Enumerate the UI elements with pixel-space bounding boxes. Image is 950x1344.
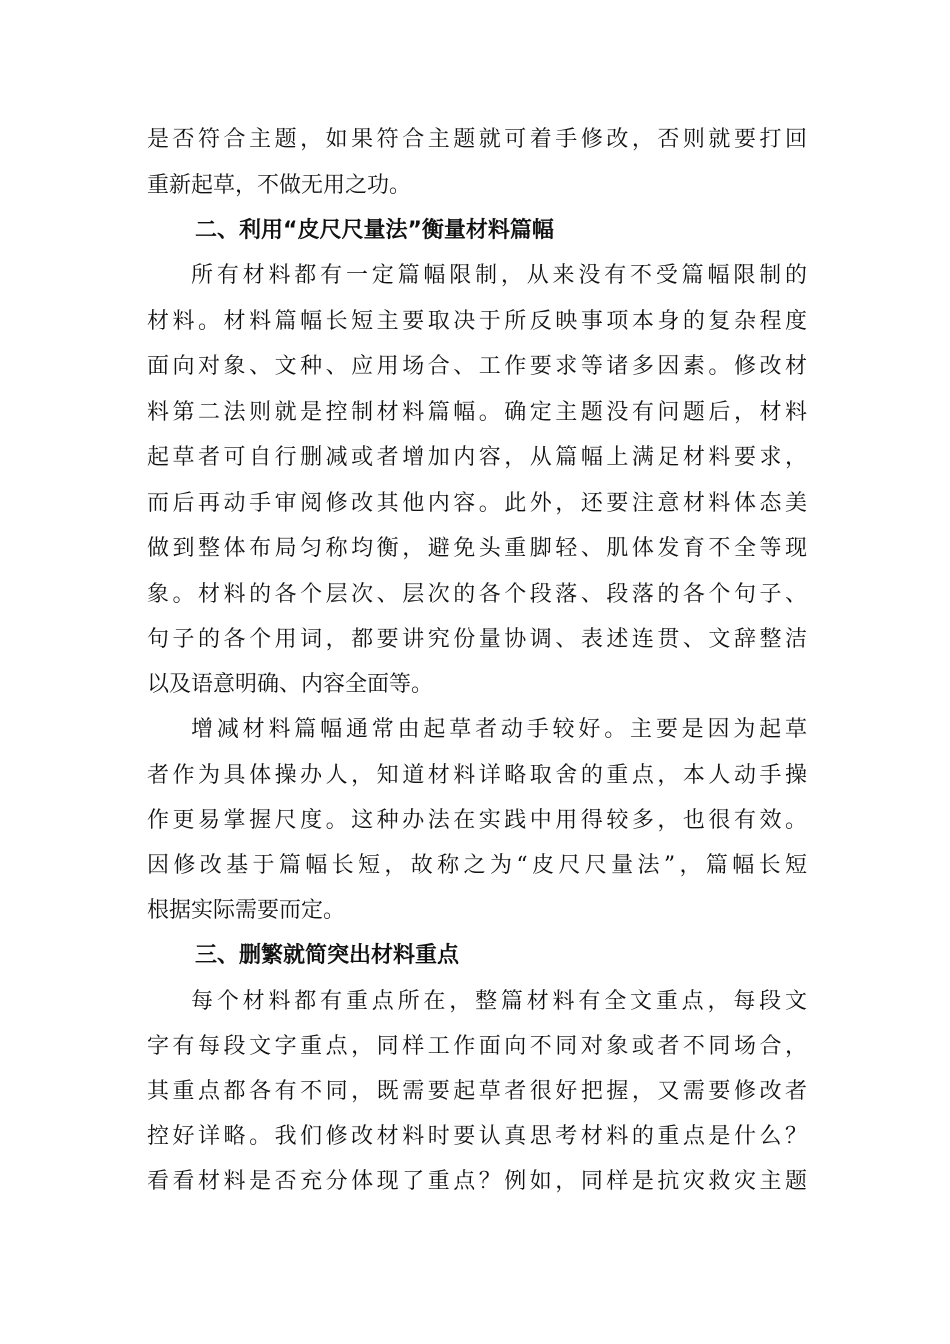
text-line: 作更易掌握尺度。这种办法在实践中用得较多，也很有效。 [147, 808, 807, 833]
text-line: 看看材料是否充分体现了重点？例如，同样是抗灾救灾主题 [147, 1169, 807, 1194]
text-line: 增减材料篇幅通常由起草者动手较好。主要是因为起草 [191, 717, 807, 742]
text-line: 句子的各个用词，都要讲究份量协调、表述连贯、文辞整洁 [147, 627, 807, 652]
text-line: 料第二法则就是控制材料篇幅。确定主题没有问题后，材料 [147, 400, 807, 425]
text-line: 材料。材料篇幅长短主要取决于所反映事项本身的复杂程度 [147, 309, 807, 334]
text-line: 者作为具体操办人，知道材料详略取舍的重点，本人动手操 [147, 763, 807, 788]
text-line: 起草者可自行删减或者增加内容，从篇幅上满足材料要求， [147, 445, 807, 470]
text-line: 根据实际需要而定。 [147, 898, 346, 923]
text-line: 以及语意明确、内容全面等。 [147, 672, 434, 697]
text-line: 因修改基于篇幅长短，故称之为“皮尺尺量法”，篇幅长短 [147, 853, 807, 878]
text-line: 象。材料的各个层次、层次的各个段落、段落的各个句子、 [147, 582, 807, 607]
text-line: 做到整体布局匀称均衡，避免头重脚轻、肌体发育不全等现 [147, 536, 807, 561]
section-heading: 三、删繁就简突出材料重点 [195, 943, 460, 968]
text-line: 所有材料都有一定篇幅限制，从来没有不受篇幅限制的 [191, 263, 807, 288]
text-line: 重新起草，不做无用之功。 [147, 173, 412, 198]
section-heading: 二、利用“皮尺尺量法”衡量材料篇幅 [195, 218, 554, 243]
text-line: 面向对象、文种、应用场合、工作要求等诸多因素。修改材 [147, 354, 807, 379]
text-line: 字有每段文字重点，同样工作面向不同对象或者不同场合， [147, 1034, 807, 1059]
text-line: 控好详略。我们修改材料时要认真思考材料的重点是什么？ [147, 1124, 807, 1149]
text-line: 其重点都各有不同，既需要起草者很好把握，又需要修改者 [147, 1079, 807, 1104]
text-line: 是否符合主题，如果符合主题就可着手修改，否则就要打回 [147, 127, 807, 152]
text-line: 每个材料都有重点所在，整篇材料有全文重点，每段文 [191, 989, 807, 1014]
text-line: 而后再动手审阅修改其他内容。此外，还要注意材料体态美 [147, 491, 807, 516]
